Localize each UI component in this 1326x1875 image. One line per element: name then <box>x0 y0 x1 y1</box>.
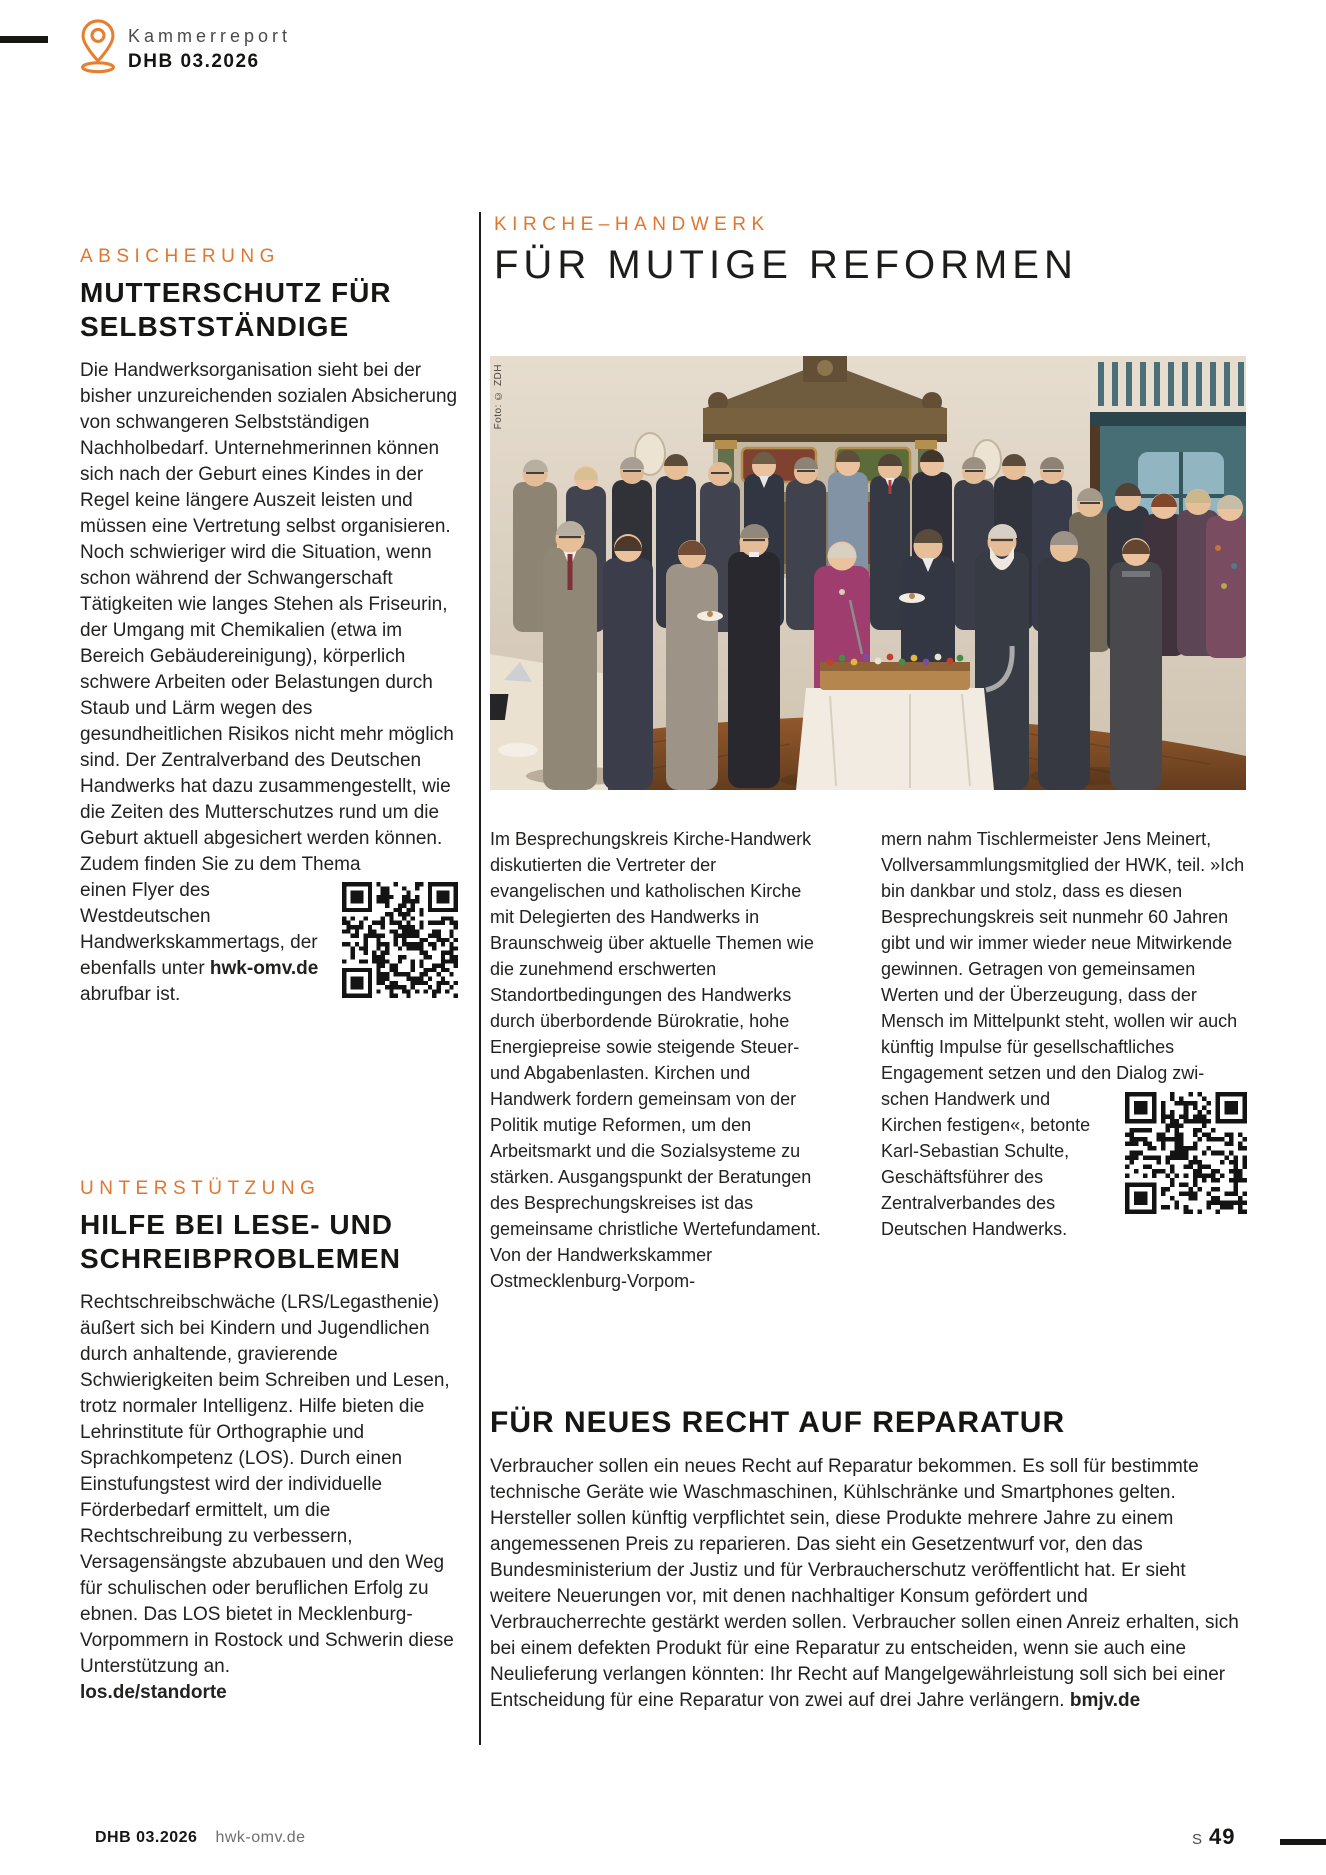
kirche-column-2 <box>881 826 1247 1242</box>
footer-page-label: S <box>1192 1831 1204 1848</box>
body-paragraph: Im Besprechungskreis Kirche-Handwerk diskutierten die Vertreter der evangelischen und katholischen Kirche mit Delegierten des Handwerks in Braunschweig über aktuelle Themen wie die zunehmend erschwerten Standortbedingungen des Handwerks durch überbordende Bürokratie, hohe Energiepreise sowie steigende Steuer- und Abgabenlasten. Kirchen und Handwerk fordern gemeinsam von der Politik mutige Reformen, um den Arbeitsmarkt und die Sozialsysteme zu stärken. Ausgangspunkt der Beratungen des Besprechungskreises ist das gemeinsame christliche Wertefundament. Von der Handwerkskammer Ostmecklenburg-Vorpom- <box>490 829 821 1291</box>
footer-page-number <box>1192 1824 1236 1850</box>
inline-link: los.de/standorte <box>80 1682 227 1703</box>
qr-code-flyer <box>342 882 458 998</box>
kirche-column-1 <box>490 826 824 1294</box>
article-title: FÜR MUTIGE REFORMEN <box>494 243 1078 287</box>
brand-issue: DHB 03.2026 <box>128 51 260 72</box>
footer-issue: DHB 03.2026 <box>95 1829 198 1846</box>
article-mutterschutz <box>80 246 458 1008</box>
photo-credit: Foto: © ZDH <box>493 364 504 430</box>
article-title: HILFE BEI LESE- UND SCHREIBPROBLEMEN <box>80 1209 401 1274</box>
footer-left <box>95 1829 306 1847</box>
article-lrs <box>80 1178 458 1706</box>
article-kirche-header <box>494 214 1254 288</box>
group-photo <box>490 356 1246 790</box>
article-kicker: ABSICHERUNG <box>80 246 280 267</box>
location-pin-icon <box>76 18 120 74</box>
article-kicker: UNTERSTÜTZUNG <box>80 1178 321 1199</box>
body-wrap-row <box>80 878 458 1008</box>
body-paragraph: Rechtschreibschwäche (LRS/Legasthenie) äußert sich bei Kindern und Jugendlichen durch anhaltende, gravierende Schwierigkeiten beim Schreiben und Lesen, trotz normaler Intelligenz. Hilfe bieten die Lehrinstitute für Orthographie und Sprachkompetenz (LOS). Durch einen Einstufungstest wird der individuelle Förderbedarf ermittelt, um die Rechtschreibung zu verbessern, Versagensängste abzubauen und den Weg für schulischen oder beruflichen Erfolg zu ebnen. Das LOS bietet in Mecklenburg-Vorpommern in Rostock und Schwerin diese Unterstützung an. <box>80 1292 454 1677</box>
brand-kicker: Kammerreport <box>128 26 292 46</box>
article-title: FÜR NEUES RECHT AUF REPARATUR <box>490 1406 1066 1439</box>
article-body <box>490 1454 1248 1714</box>
article-body <box>80 1290 458 1706</box>
brand-text <box>128 18 291 73</box>
body-wrap-text: einen Flyer des Westdeutschen Handwerkskammertags, der ebenfalls unter hwk-omv.de abrufbar ist. <box>80 880 319 1005</box>
body-paragraph: Verbraucher sollen ein neues Recht auf Reparatur bekommen. Es soll für bestimmte technische Geräte wie Waschmaschinen, Kühlschränke und Smartphones gelten. Hersteller sollen künftig verpflichtet sein, diese Produkte mehrere Jahre zu einem angemessenen Preis zu reparieren. Das sieht ein Gesetzentwurf vor, den das Bundesministerium der Justiz und für Verbraucherschutz veröffentlicht hat. Er sieht weitere Neuerungen vor, mit denen nachhaltiger Konsum gefördert und Verbraucherrechte gestärkt werden sollen. Verbraucher sollen einen Anreiz erhalten, sich bei einem defekten Produkt für eine Reparatur zu entscheiden, wenn sie auch eine Neulieferung verlangen könnten: Ihr Recht auf Mangelgewährleistung soll sich bei einer Entscheidung für eine Reparatur von zwei auf drei Jahre verlängern. bmjv.de <box>490 1456 1239 1711</box>
brand-block <box>76 18 291 74</box>
qr-code-zdh <box>1125 1092 1247 1214</box>
article-reparatur <box>490 1406 1248 1714</box>
body-paragraph: Die Handwerksorganisation sieht bei der bisher unzureichenden sozialen Absicherung von schwangeren Selbstständigen Nachholbedarf. Unternehmerinnen können sich nach der Geburt eines Kindes in der Regel keine längere Auszeit leisten und müssen eine Vertretung selbst organisieren. Noch schwieriger wird die Situation, wenn schon während der Schwangerschaft Tätigkeiten wie langes Stehen als Friseurin, der Umgang mit Chemikalien (etwa im Bereich Gebäudereinigung), körperlich schwere Arbeiten oder Belastungen durch Staub und Lärm wegen des gesundheitlichen Risikos nicht mehr möglich sind. Der Zentralverband des Deutschen Handwerks hat dazu zusammengestellt, wie die Zeiten des Mutterschutzes rund um die Geburt aktuell abgesichert werden können. Zudem finden Sie zu dem Thema <box>80 360 458 875</box>
top-left-rule <box>0 36 48 43</box>
body-wrap-row <box>881 1086 1247 1242</box>
inline-link: hwk-omv.de <box>209 958 319 979</box>
article-body <box>80 358 458 1008</box>
column-divider-rule <box>479 212 481 1745</box>
footer-page-value: 49 <box>1209 1824 1236 1849</box>
article-kicker: KIRCHE–HANDWERK <box>494 214 770 235</box>
body-wrap-text: schen Handwerk und Kirchen festigen«, betonte Karl-Sebastian Schulte, Geschäftsführer des Zentralverbandes des Deutschen Handwerks. <box>881 1089 1091 1239</box>
inline-link: bmjv.de <box>1069 1690 1141 1711</box>
body-paragraph: mern nahm Tischlermeister Jens Meinert, Vollversammlungsmitglied der HWK, teil. »Ich bin dankbar und stolz, dass es diesen Besprechungskreis seit nunmehr 60 Jahren gibt und wir immer wieder neue Mitwirkende gewinnen. Getragen von gemeinsamen Werten und der Überzeugung, dass der Mensch im Mittelpunkt steht, wollen wir auch künftig Impulse für gesellschaftliches Engagement setzen und den Dialog zwi- <box>881 829 1245 1083</box>
bottom-right-rule <box>1280 1839 1326 1845</box>
group-photo-illustration <box>490 356 1246 790</box>
article-title: MUTTERSCHUTZ FÜR SELBSTSTÄNDIGE <box>80 277 392 342</box>
footer-website: hwk-omv.de <box>215 1829 306 1846</box>
